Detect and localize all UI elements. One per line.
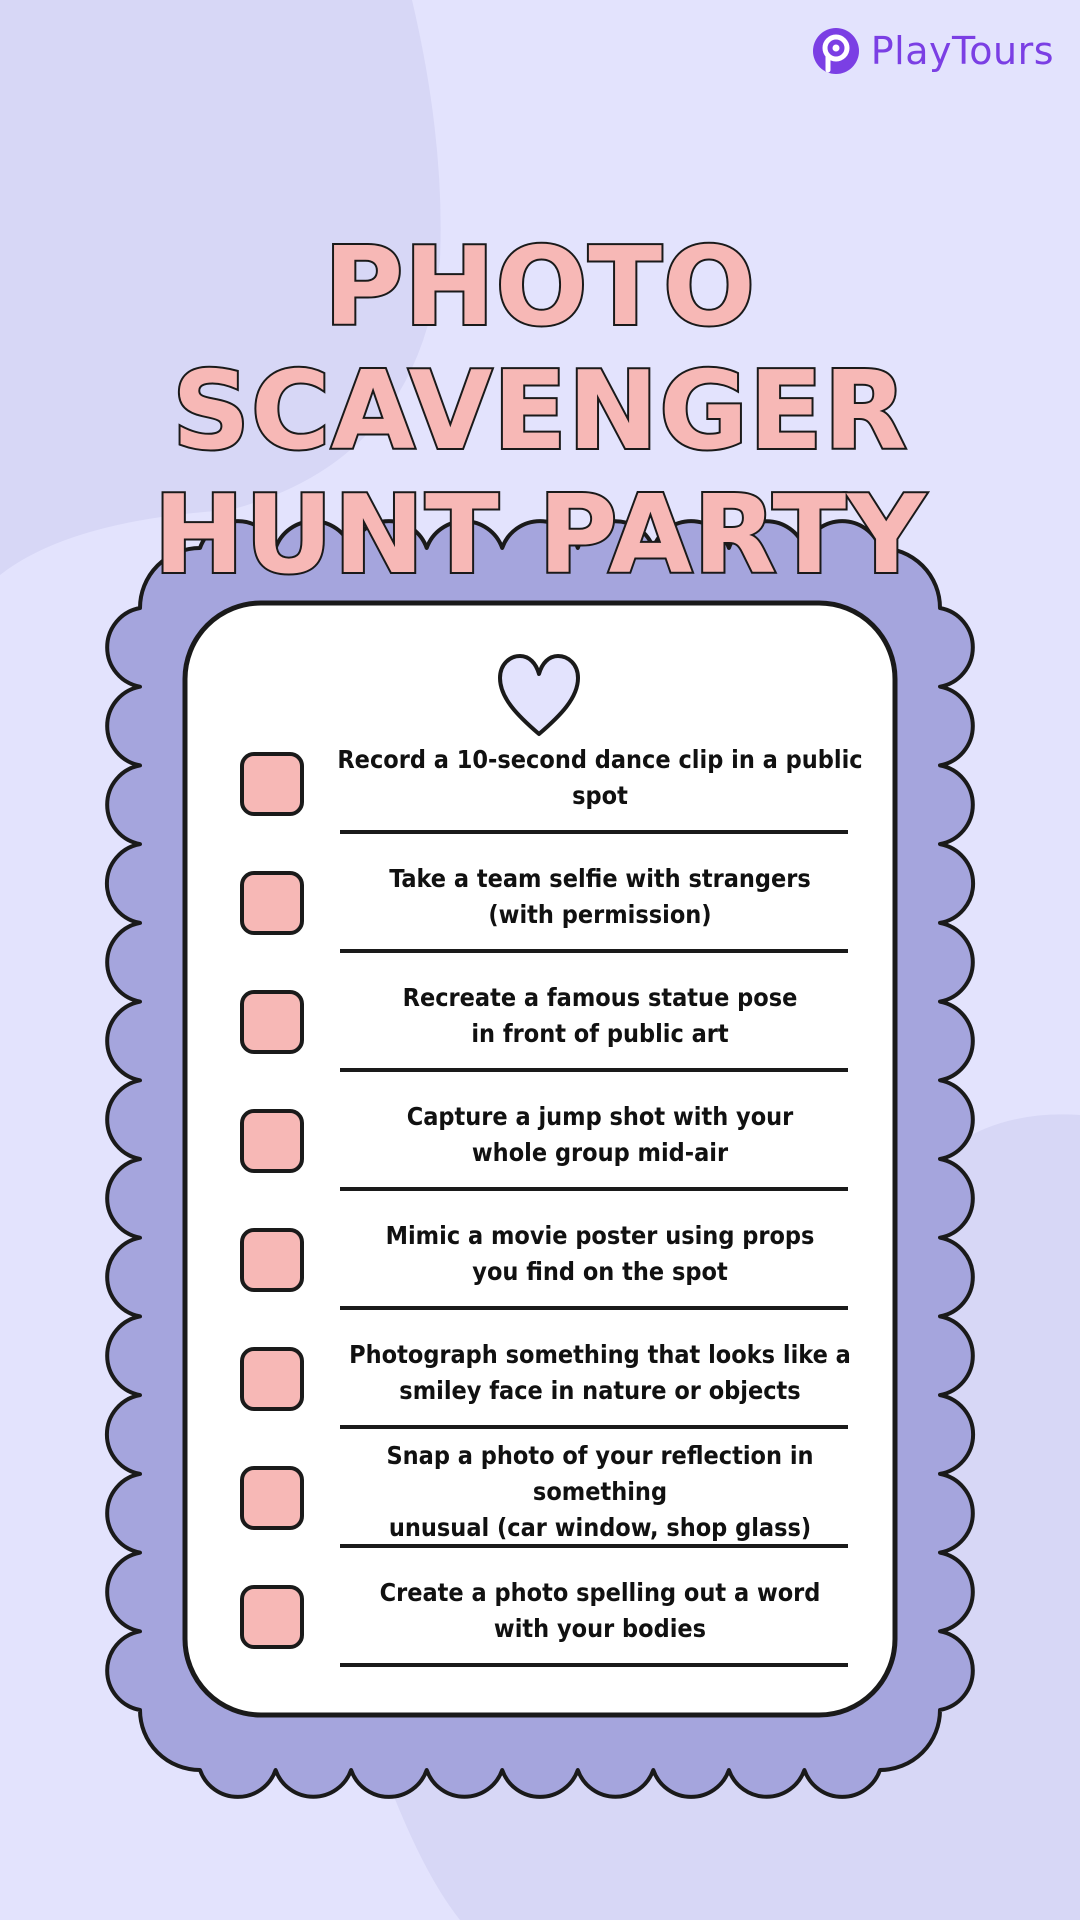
checklist-item-text: Mimic a movie poster using props you find on the spot (385, 1221, 815, 1286)
underline (340, 1425, 848, 1429)
checkbox[interactable] (240, 1347, 304, 1411)
underline (340, 830, 848, 834)
checklist-item (0, 855, 1080, 965)
checkbox[interactable] (240, 1585, 304, 1649)
underline (340, 1187, 848, 1191)
underline (340, 1068, 848, 1072)
title-line-2: HUNT PARTY (153, 473, 927, 598)
page-title (0, 226, 1080, 598)
checklist-item (0, 1569, 1080, 1679)
checklist-item (0, 1212, 1080, 1322)
checklist-item-text: Create a photo spelling out a word with your bodies (379, 1578, 821, 1643)
checklist-item (0, 736, 1080, 846)
checkbox[interactable] (240, 871, 304, 935)
checklist-item-text: Take a team selfie with strangers (with permission) (389, 864, 811, 929)
title-line-1: PHOTO SCAVENGER (172, 225, 908, 474)
heart-icon (496, 654, 582, 740)
underline (340, 1663, 848, 1667)
playtours-logo-icon (811, 26, 861, 76)
checklist-item-text: Snap a photo of your reflection in something unusual (car window, shop glass) (386, 1441, 814, 1542)
underline (340, 949, 848, 953)
checkbox[interactable] (240, 1228, 304, 1292)
checklist-item-text: Recreate a famous statue pose in front of public art (402, 983, 798, 1048)
checklist-item (0, 1093, 1080, 1203)
underline (340, 1544, 848, 1548)
checkbox[interactable] (240, 1109, 304, 1173)
checklist-item-text: Photograph something that looks like a smiley face in nature or objects (349, 1340, 851, 1405)
brand-name: PlayTours (870, 29, 1054, 73)
checkbox[interactable] (240, 990, 304, 1054)
checklist-item (0, 1331, 1080, 1441)
underline (340, 1306, 848, 1310)
checkbox[interactable] (240, 1466, 304, 1530)
checklist-item (0, 1441, 1080, 1560)
checklist-item (0, 974, 1080, 1084)
checklist-item-text: Capture a jump shot with your whole group mid-air (406, 1102, 794, 1167)
brand-logo[interactable] (811, 26, 1054, 76)
checklist-item-text: Record a 10-second dance clip in a public spot (337, 745, 863, 810)
checkbox[interactable] (240, 752, 304, 816)
